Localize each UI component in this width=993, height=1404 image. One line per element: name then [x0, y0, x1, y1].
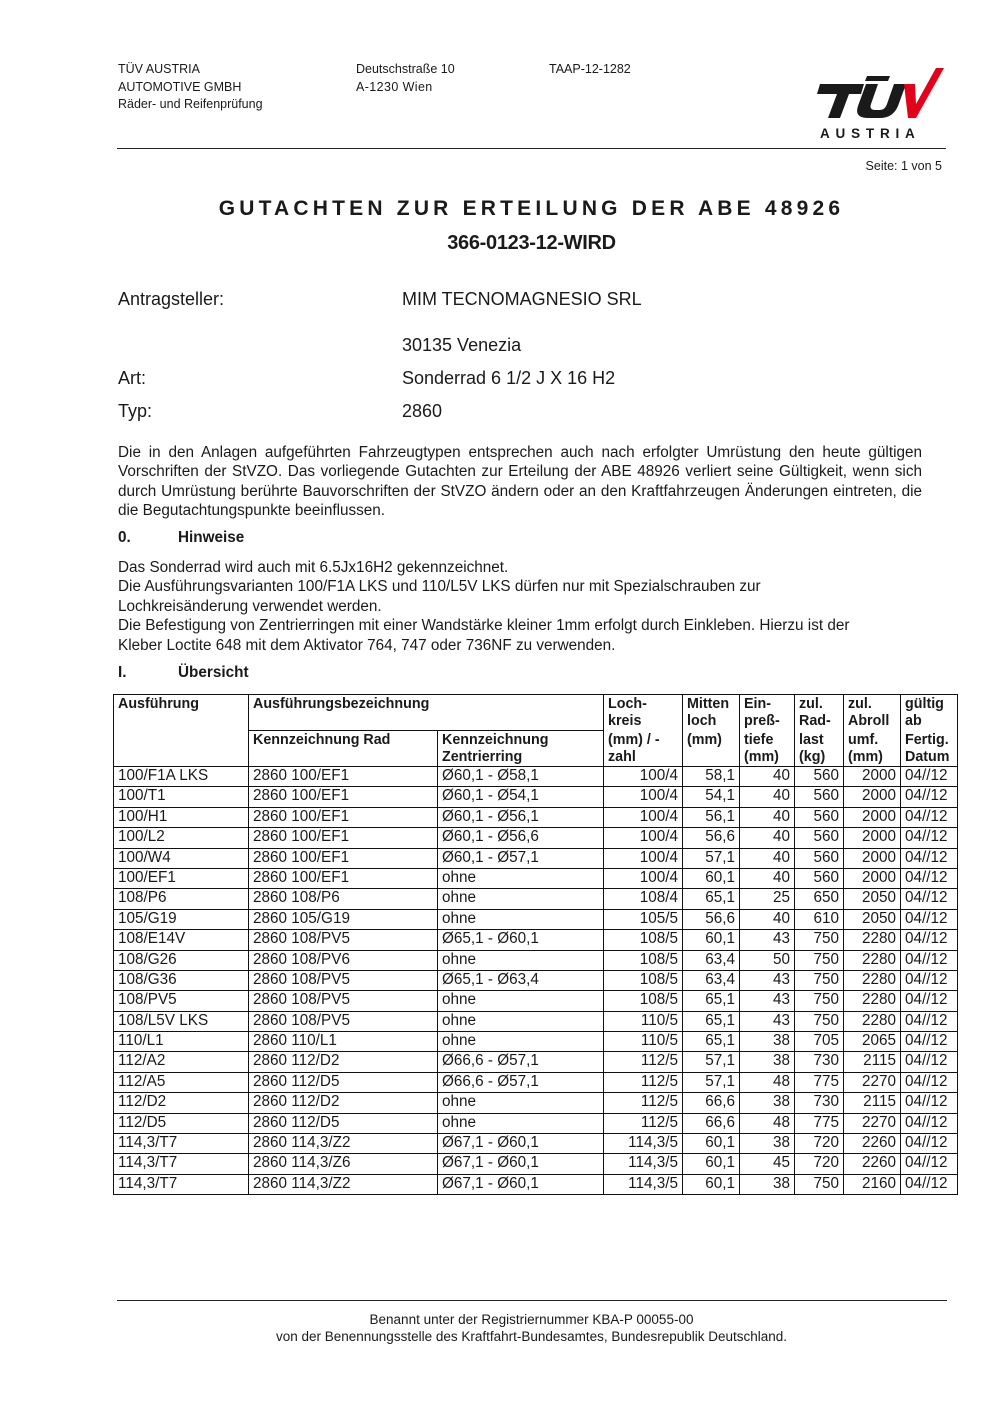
- cell-lochkreis: 112/5: [604, 1052, 683, 1072]
- cell-einpresstiefe: 40: [740, 848, 795, 868]
- cell-radlast: 750: [795, 1011, 844, 1031]
- issuer-line: AUTOMOTIVE GMBH: [118, 79, 242, 94]
- cell-radlast: 560: [795, 828, 844, 848]
- cell-kennzeichnung-rad: 2860 108/PV5: [249, 970, 438, 990]
- table-row: [114, 1154, 958, 1174]
- cell-radlast: 560: [795, 848, 844, 868]
- cell-gueltig-ab: 04//12: [901, 930, 958, 950]
- cell-lochkreis: 110/5: [604, 1032, 683, 1052]
- cell-einpresstiefe: 40: [740, 807, 795, 827]
- cell-ausfuehrung: 108/P6: [114, 889, 249, 909]
- cell-radlast: 560: [795, 807, 844, 827]
- cell-abrollumfang: 2280: [844, 970, 901, 990]
- cell-kennzeichnung-zentrierring: ohne: [438, 991, 604, 1011]
- cell-ausfuehrung: 114,3/T7: [114, 1134, 249, 1154]
- col-header-mittenloch-unit: (mm): [683, 731, 740, 767]
- cell-radlast: 720: [795, 1134, 844, 1154]
- cell-kennzeichnung-zentrierring: ohne: [438, 889, 604, 909]
- cell-kennzeichnung-zentrierring: Ø67,1 - Ø60,1: [438, 1174, 604, 1194]
- col-header-kennz-rad: Kennzeichnung Rad: [249, 731, 438, 767]
- cell-abrollumfang: 2280: [844, 950, 901, 970]
- overview-table: [113, 694, 958, 1195]
- cell-lochkreis: 100/4: [604, 787, 683, 807]
- cell-lochkreis: 108/5: [604, 991, 683, 1011]
- table-row: [114, 1174, 958, 1194]
- cell-ausfuehrung: 100/H1: [114, 807, 249, 827]
- cell-mittenloch: 57,1: [683, 848, 740, 868]
- cell-lochkreis: 114,3/5: [604, 1154, 683, 1174]
- cell-lochkreis: 112/5: [604, 1093, 683, 1113]
- cell-abrollumfang: 2000: [844, 828, 901, 848]
- cell-ausfuehrung: 108/L5V LKS: [114, 1011, 249, 1031]
- table-row: [114, 950, 958, 970]
- header-divider: [117, 148, 946, 149]
- cell-abrollumfang: 2260: [844, 1134, 901, 1154]
- cell-kennzeichnung-rad: 2860 100/EF1: [249, 868, 438, 888]
- cell-kennzeichnung-zentrierring: Ø60,1 - Ø54,1: [438, 787, 604, 807]
- col-header-radlast-unit: last (kg): [795, 731, 844, 767]
- table-row: [114, 767, 958, 787]
- cell-einpresstiefe: 40: [740, 909, 795, 929]
- cell-mittenloch: 57,1: [683, 1072, 740, 1092]
- cell-mittenloch: 65,1: [683, 1032, 740, 1052]
- cell-gueltig-ab: 04//12: [901, 889, 958, 909]
- cell-kennzeichnung-rad: 2860 112/D5: [249, 1072, 438, 1092]
- cell-lochkreis: 108/4: [604, 889, 683, 909]
- table-row: [114, 1011, 958, 1031]
- table-row: [114, 807, 958, 827]
- address-line: A-1230 Wien: [356, 79, 433, 94]
- cell-ausfuehrung: 108/G26: [114, 950, 249, 970]
- cell-abrollumfang: 2000: [844, 807, 901, 827]
- col-header-gueltig-unit: Fertig. Datum: [901, 731, 958, 767]
- cell-gueltig-ab: 04//12: [901, 1032, 958, 1052]
- cell-gueltig-ab: 04//12: [901, 950, 958, 970]
- cell-kennzeichnung-zentrierring: Ø66,6 - Ø57,1: [438, 1052, 604, 1072]
- address-line: Deutschstraße 10: [356, 62, 455, 76]
- cell-kennzeichnung-zentrierring: ohne: [438, 868, 604, 888]
- table-row: [114, 848, 958, 868]
- tuev-logo-mark-icon: [812, 66, 944, 122]
- cell-kennzeichnung-zentrierring: Ø65,1 - Ø60,1: [438, 930, 604, 950]
- cell-radlast: 775: [795, 1113, 844, 1133]
- cell-gueltig-ab: 04//12: [901, 991, 958, 1011]
- cell-mittenloch: 60,1: [683, 930, 740, 950]
- cell-abrollumfang: 2260: [844, 1154, 901, 1174]
- intro-paragraph: Die in den Anlagen aufgeführten Fahrzeugtypen entsprechen auch nach erfolgter Umrüstung den heute gültigen Vorschriften der StVZO. Das vorliegende Gutachten zur Erteilung der ABE 48926 verliert seine Gültigkeit, wenn sich durch Umrüstung berührte Bauvorschriften der StVZO ändern oder an den Kraftfahrzeugen Änderungen eintreten, die die Begutachtungspunkte beeinflussen.: [118, 444, 922, 520]
- table-row: [114, 1032, 958, 1052]
- cell-mittenloch: 60,1: [683, 868, 740, 888]
- table-row: [114, 1113, 958, 1133]
- cell-kennzeichnung-zentrierring: Ø66,6 - Ø57,1: [438, 1072, 604, 1092]
- issuer-block: [118, 61, 263, 114]
- table-row: [114, 787, 958, 807]
- cell-lochkreis: 112/5: [604, 1072, 683, 1092]
- cell-mittenloch: 66,6: [683, 1113, 740, 1133]
- section-1-heading: [118, 664, 249, 682]
- table-body: [114, 767, 958, 1195]
- cell-kennzeichnung-rad: 2860 108/PV5: [249, 930, 438, 950]
- cell-einpresstiefe: 38: [740, 1093, 795, 1113]
- cell-einpresstiefe: 48: [740, 1113, 795, 1133]
- cell-mittenloch: 60,1: [683, 1154, 740, 1174]
- cell-abrollumfang: 2160: [844, 1174, 901, 1194]
- cell-kennzeichnung-zentrierring: Ø65,1 - Ø63,4: [438, 970, 604, 990]
- cell-lochkreis: 114,3/5: [604, 1134, 683, 1154]
- cell-mittenloch: 56,6: [683, 909, 740, 929]
- cell-mittenloch: 54,1: [683, 787, 740, 807]
- cell-kennzeichnung-zentrierring: Ø60,1 - Ø57,1: [438, 848, 604, 868]
- cell-abrollumfang: 2065: [844, 1032, 901, 1052]
- cell-mittenloch: 65,1: [683, 889, 740, 909]
- table-row: [114, 889, 958, 909]
- cell-lochkreis: 100/4: [604, 828, 683, 848]
- cell-kennzeichnung-zentrierring: Ø67,1 - Ø60,1: [438, 1154, 604, 1174]
- cell-lochkreis: 110/5: [604, 1011, 683, 1031]
- cell-abrollumfang: 2050: [844, 909, 901, 929]
- table-row: [114, 868, 958, 888]
- cell-ausfuehrung: 100/F1A LKS: [114, 767, 249, 787]
- cell-einpresstiefe: 50: [740, 950, 795, 970]
- cell-lochkreis: 105/5: [604, 909, 683, 929]
- cell-abrollumfang: 2270: [844, 1113, 901, 1133]
- cell-ausfuehrung: 114,3/T7: [114, 1174, 249, 1194]
- cell-gueltig-ab: 04//12: [901, 1093, 958, 1113]
- cell-radlast: 610: [795, 909, 844, 929]
- section-0-heading: [118, 529, 244, 547]
- cell-gueltig-ab: 04//12: [901, 1154, 958, 1174]
- cell-lochkreis: 100/4: [604, 848, 683, 868]
- cell-kennzeichnung-zentrierring: Ø60,1 - Ø56,1: [438, 807, 604, 827]
- cell-kennzeichnung-rad: 2860 112/D5: [249, 1113, 438, 1133]
- cell-radlast: 775: [795, 1072, 844, 1092]
- cell-kennzeichnung-zentrierring: Ø60,1 - Ø56,6: [438, 828, 604, 848]
- cell-lochkreis: 108/5: [604, 970, 683, 990]
- antragsteller-value: MIM TECNOMAGNESIO SRL: [402, 289, 642, 309]
- table-row: [114, 1072, 958, 1092]
- cell-abrollumfang: 2050: [844, 889, 901, 909]
- cell-mittenloch: 65,1: [683, 991, 740, 1011]
- cell-kennzeichnung-zentrierring: Ø67,1 - Ø60,1: [438, 1134, 604, 1154]
- section-title: Hinweise: [178, 529, 245, 546]
- cell-mittenloch: 63,4: [683, 950, 740, 970]
- hinweis-line: Kleber Loctite 648 mit dem Aktivator 764, 747 oder 736NF zu verwenden.: [118, 636, 616, 654]
- cell-kennzeichnung-zentrierring: ohne: [438, 1113, 604, 1133]
- col-header-kennz-zentrierring: Kennzeichnung Zentrierring: [438, 731, 604, 767]
- document-title: GUTACHTEN ZUR ERTEILUNG DER ABE 48926: [218, 197, 845, 220]
- cell-kennzeichnung-rad: 2860 108/P6: [249, 889, 438, 909]
- cell-einpresstiefe: 43: [740, 970, 795, 990]
- hinweis-line: Die Befestigung von Zentrierringen mit einer Wandstärke kleiner 1mm erfolgt durch Einkleben. Hierzu ist der: [118, 617, 850, 635]
- cell-lochkreis: 108/5: [604, 950, 683, 970]
- cell-kennzeichnung-rad: 2860 112/D2: [249, 1093, 438, 1113]
- cell-lochkreis: 100/4: [604, 807, 683, 827]
- cell-gueltig-ab: 04//12: [901, 868, 958, 888]
- cell-kennzeichnung-rad: 2860 108/PV5: [249, 991, 438, 1011]
- cell-radlast: 560: [795, 767, 844, 787]
- cell-kennzeichnung-zentrierring: ohne: [438, 1093, 604, 1113]
- cell-gueltig-ab: 04//12: [901, 1134, 958, 1154]
- issuer-line: TÜV AUSTRIA: [118, 62, 200, 76]
- cell-kennzeichnung-rad: 2860 114,3/Z2: [249, 1134, 438, 1154]
- cell-abrollumfang: 2000: [844, 787, 901, 807]
- page-indicator: Seite: 1 von 5: [865, 159, 942, 173]
- cell-kennzeichnung-rad: 2860 100/EF1: [249, 807, 438, 827]
- cell-radlast: 650: [795, 889, 844, 909]
- cell-ausfuehrung: 100/EF1: [114, 868, 249, 888]
- cell-ausfuehrung: 100/L2: [114, 828, 249, 848]
- cell-abrollumfang: 2000: [844, 767, 901, 787]
- address-block: [356, 61, 455, 96]
- cell-kennzeichnung-rad: 2860 100/EF1: [249, 848, 438, 868]
- hinweise-text: [118, 558, 938, 655]
- cell-kennzeichnung-rad: 2860 114,3/Z6: [249, 1154, 438, 1174]
- typ-value: 2860: [402, 401, 443, 421]
- cell-kennzeichnung-rad: 2860 108/PV6: [249, 950, 438, 970]
- cell-radlast: 730: [795, 1093, 844, 1113]
- cell-einpresstiefe: 40: [740, 828, 795, 848]
- cell-einpresstiefe: 40: [740, 868, 795, 888]
- cell-einpresstiefe: 48: [740, 1072, 795, 1092]
- cell-radlast: 560: [795, 868, 844, 888]
- col-header-lochkreis-unit: (mm) / -zahl: [604, 731, 683, 767]
- cell-radlast: 750: [795, 991, 844, 1011]
- col-header-abrollumfang-unit: umf. (mm): [844, 731, 901, 767]
- cell-gueltig-ab: 04//12: [901, 828, 958, 848]
- table-row: [114, 1093, 958, 1113]
- table-row: [114, 1052, 958, 1072]
- cell-mittenloch: 56,6: [683, 828, 740, 848]
- art-value: Sonderrad 6 1/2 J X 16 H2: [402, 368, 616, 388]
- cell-abrollumfang: 2115: [844, 1093, 901, 1113]
- cell-einpresstiefe: 43: [740, 991, 795, 1011]
- cell-ausfuehrung: 114,3/T7: [114, 1154, 249, 1174]
- cell-kennzeichnung-rad: 2860 114,3/Z2: [249, 1174, 438, 1194]
- cell-einpresstiefe: 38: [740, 1174, 795, 1194]
- cell-ausfuehrung: 112/D5: [114, 1113, 249, 1133]
- cell-radlast: 750: [795, 930, 844, 950]
- cell-lochkreis: 100/4: [604, 767, 683, 787]
- col-header-einpresstiefe-unit: tiefe (mm): [740, 731, 795, 767]
- cell-abrollumfang: 2280: [844, 930, 901, 950]
- cell-ausfuehrung: 105/G19: [114, 909, 249, 929]
- cell-mittenloch: 63,4: [683, 970, 740, 990]
- art-label: Art:: [118, 368, 147, 388]
- cell-kennzeichnung-rad: 2860 100/EF1: [249, 828, 438, 848]
- cell-abrollumfang: 2115: [844, 1052, 901, 1072]
- cell-kennzeichnung-rad: 2860 110/L1: [249, 1032, 438, 1052]
- cell-mittenloch: 66,6: [683, 1093, 740, 1113]
- cell-einpresstiefe: 38: [740, 1032, 795, 1052]
- cell-einpresstiefe: 40: [740, 787, 795, 807]
- cell-gueltig-ab: 04//12: [901, 970, 958, 990]
- cell-gueltig-ab: 04//12: [901, 807, 958, 827]
- footer-divider: [117, 1300, 947, 1301]
- cell-einpresstiefe: 25: [740, 889, 795, 909]
- cell-abrollumfang: 2000: [844, 868, 901, 888]
- cell-ausfuehrung: 108/G36: [114, 970, 249, 990]
- cell-lochkreis: 114,3/5: [604, 1174, 683, 1194]
- cell-gueltig-ab: 04//12: [901, 1011, 958, 1031]
- cell-ausfuehrung: 110/L1: [114, 1032, 249, 1052]
- document-number: 366-0123-12-WIRD: [447, 232, 616, 254]
- col-header-gueltig: gültig ab: [901, 695, 958, 731]
- section-number: I.: [118, 664, 127, 681]
- cell-kennzeichnung-rad: 2860 105/G19: [249, 909, 438, 929]
- hinweis-line: Lochkreisänderung verwendet werden.: [118, 597, 382, 615]
- cell-kennzeichnung-rad: 2860 108/PV5: [249, 1011, 438, 1031]
- cell-mittenloch: 56,1: [683, 807, 740, 827]
- col-header-bezeichnung: Ausführungsbezeichnung: [249, 695, 604, 731]
- cell-abrollumfang: 2280: [844, 991, 901, 1011]
- cell-ausfuehrung: 108/PV5: [114, 991, 249, 1011]
- antragsteller-label: Antragsteller:: [118, 289, 225, 309]
- cell-radlast: 560: [795, 787, 844, 807]
- table-row: [114, 970, 958, 990]
- col-header-abrollumfang: zul. Abroll: [844, 695, 901, 731]
- cell-kennzeichnung-rad: 2860 100/EF1: [249, 787, 438, 807]
- table-row: [114, 909, 958, 929]
- table-row: [114, 991, 958, 1011]
- cell-radlast: 705: [795, 1032, 844, 1052]
- cell-einpresstiefe: 38: [740, 1052, 795, 1072]
- cell-kennzeichnung-rad: 2860 112/D2: [249, 1052, 438, 1072]
- cell-ausfuehrung: 108/E14V: [114, 930, 249, 950]
- cell-radlast: 750: [795, 1174, 844, 1194]
- reference-number: [549, 61, 631, 79]
- col-header-lochkreis: Loch- kreis: [604, 695, 683, 731]
- cell-gueltig-ab: 04//12: [901, 1072, 958, 1092]
- cell-ausfuehrung: 100/T1: [114, 787, 249, 807]
- hinweis-line: Das Sonderrad wird auch mit 6.5Jx16H2 gekennzeichnet.: [118, 559, 509, 576]
- cell-ausfuehrung: 100/W4: [114, 848, 249, 868]
- footer-registration: Benannt unter der Registriernummer KBA-P 00055-00: [369, 1312, 694, 1327]
- cell-gueltig-ab: 04//12: [901, 1174, 958, 1194]
- cell-radlast: 750: [795, 950, 844, 970]
- cell-lochkreis: 100/4: [604, 868, 683, 888]
- issuer-line: Räder- und Reifenprüfung: [118, 97, 263, 111]
- col-header-radlast: zul. Rad-: [795, 695, 844, 731]
- cell-abrollumfang: 2280: [844, 1011, 901, 1031]
- applicant-city: 30135 Venezia: [402, 335, 522, 355]
- cell-gueltig-ab: 04//12: [901, 1052, 958, 1072]
- hinweis-line: Die Ausführungsvarianten 100/F1A LKS und 110/L5V LKS dürfen nur mit Spezialschrauben zur: [118, 578, 761, 596]
- cell-ausfuehrung: 112/A5: [114, 1072, 249, 1092]
- cell-lochkreis: 112/5: [604, 1113, 683, 1133]
- col-header-mittenloch: Mitten loch: [683, 695, 740, 731]
- section-number: 0.: [118, 529, 131, 546]
- table-row: [114, 1134, 958, 1154]
- cell-gueltig-ab: 04//12: [901, 787, 958, 807]
- cell-abrollumfang: 2000: [844, 848, 901, 868]
- cell-kennzeichnung-rad: 2860 100/EF1: [249, 767, 438, 787]
- cell-einpresstiefe: 38: [740, 1134, 795, 1154]
- footer-authority: von der Benennungsstelle des Kraftfahrt-Bundesamtes, Bundesrepublik Deutschland.: [275, 1329, 788, 1344]
- table-row: [114, 930, 958, 950]
- cell-gueltig-ab: 04//12: [901, 767, 958, 787]
- cell-mittenloch: 58,1: [683, 767, 740, 787]
- typ-label: Typ:: [118, 401, 153, 421]
- cell-kennzeichnung-zentrierring: ohne: [438, 1011, 604, 1031]
- cell-ausfuehrung: 112/A2: [114, 1052, 249, 1072]
- col-header-einpresstiefe: Ein- preß-: [740, 695, 795, 731]
- cell-lochkreis: 108/5: [604, 930, 683, 950]
- cell-gueltig-ab: 04//12: [901, 909, 958, 929]
- cell-kennzeichnung-zentrierring: Ø60,1 - Ø58,1: [438, 767, 604, 787]
- cell-radlast: 720: [795, 1154, 844, 1174]
- table-row: [114, 828, 958, 848]
- logo-subtitle: AUSTRIA: [820, 126, 921, 141]
- cell-kennzeichnung-zentrierring: ohne: [438, 1032, 604, 1052]
- cell-gueltig-ab: 04//12: [901, 848, 958, 868]
- cell-mittenloch: 57,1: [683, 1052, 740, 1072]
- cell-einpresstiefe: 43: [740, 1011, 795, 1031]
- col-header-ausfuehrung: Ausführung: [114, 695, 249, 767]
- cell-abrollumfang: 2270: [844, 1072, 901, 1092]
- section-title: Übersicht: [178, 664, 249, 681]
- cell-mittenloch: 60,1: [683, 1134, 740, 1154]
- cell-radlast: 750: [795, 970, 844, 990]
- reference-text: TAAP-12-1282: [549, 62, 631, 76]
- cell-einpresstiefe: 45: [740, 1154, 795, 1174]
- cell-einpresstiefe: 43: [740, 930, 795, 950]
- cell-mittenloch: 65,1: [683, 1011, 740, 1031]
- cell-radlast: 730: [795, 1052, 844, 1072]
- cell-mittenloch: 60,1: [683, 1174, 740, 1194]
- cell-ausfuehrung: 112/D2: [114, 1093, 249, 1113]
- cell-einpresstiefe: 40: [740, 767, 795, 787]
- cell-gueltig-ab: 04//12: [901, 1113, 958, 1133]
- cell-kennzeichnung-zentrierring: ohne: [438, 909, 604, 929]
- cell-kennzeichnung-zentrierring: ohne: [438, 950, 604, 970]
